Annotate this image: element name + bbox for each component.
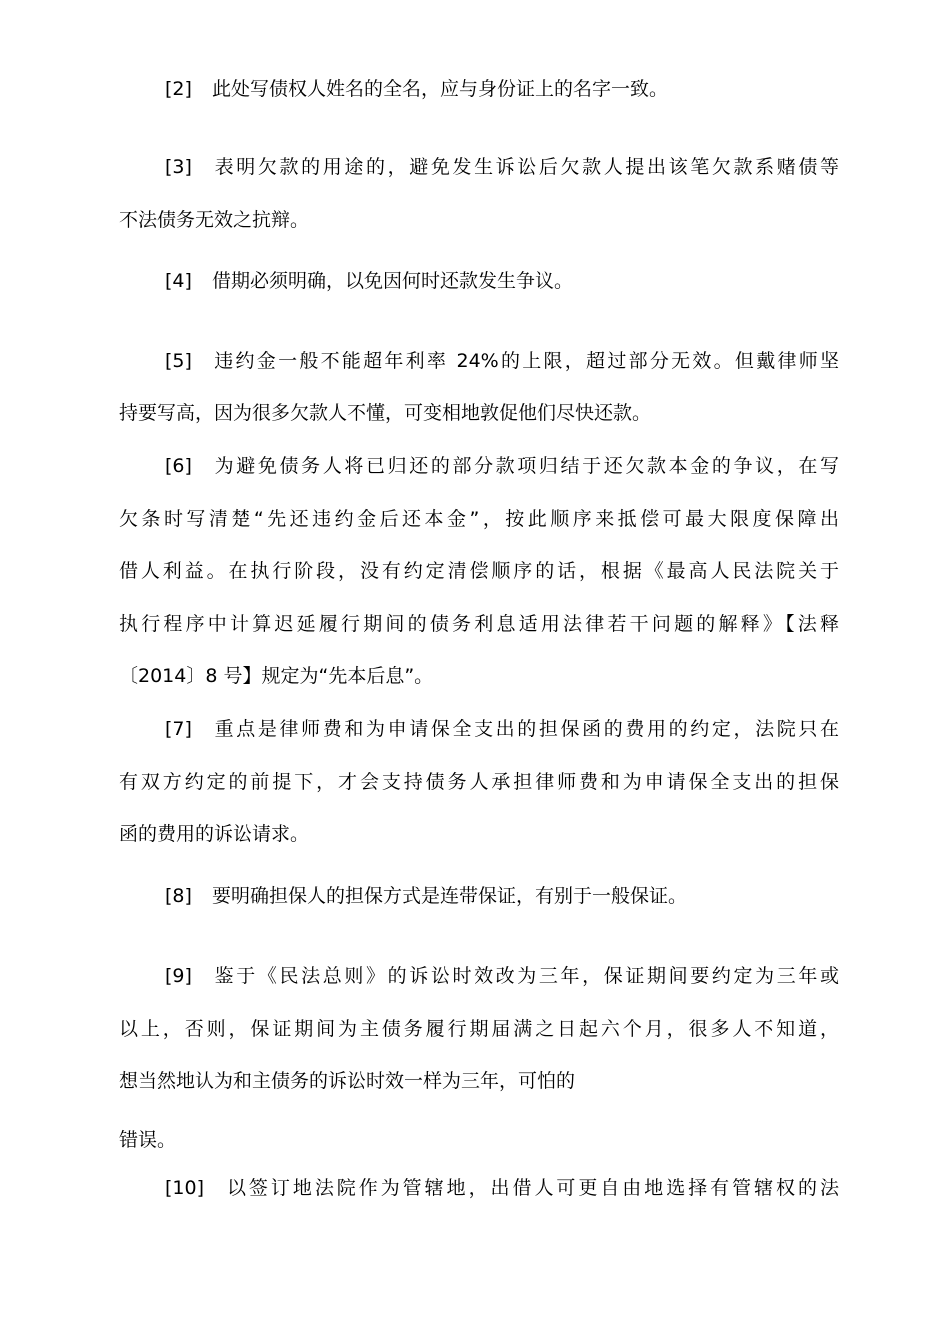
note-7-line-1 (165, 715, 839, 743)
note-number: [3] (165, 156, 192, 178)
note-text: 表明欠款的用途的，避免发生诉讼后欠款人提出该笔欠款系赌债等 (212, 156, 839, 178)
note-number: [2] (165, 78, 192, 100)
note-number: [7] (165, 718, 192, 740)
note-text: 借期必须明确，以免因何时还款发生争议。 (212, 270, 574, 292)
note-6-line-4: 执行程序中计算迟延履行期间的债务利息适用法律若干问题的解释》【法释 (119, 613, 839, 635)
note-4-line-1 (165, 267, 839, 295)
note-text: 为避免债务人将已归还的部分款项归结于还欠款本金的争议，在写 (212, 455, 839, 477)
note-9-line-2: 以上，否则，保证期间为主债务履行期届满之日起六个月，很多人不知道， (119, 1018, 839, 1040)
note-number: [6] (165, 455, 192, 477)
note-number: [9] (165, 965, 192, 987)
note-text: 以签订地法院作为管辖地，出借人可更自由地选择有管辖权的法 (224, 1177, 839, 1199)
note-3-line-2: 不法债务无效之抗辩。 (119, 209, 310, 231)
note-number: [10] (165, 1177, 205, 1199)
note-7-line-2: 有双方约定的前提下，才会支持债务人承担律师费和为申请保全支出的担保 (119, 771, 839, 793)
note-6-line-2: 欠条时写清楚“先还违约金后还本金”，按此顺序来抵偿可最大限度保障出 (119, 508, 839, 530)
note-number: [4] (165, 270, 192, 292)
note-text: 要明确担保人的担保方式是连带保证，有别于一般保证。 (212, 885, 688, 907)
note-8-line-1 (165, 882, 839, 910)
note-7-line-3: 函的费用的诉讼请求。 (119, 823, 310, 845)
note-6-line-1 (165, 452, 839, 480)
note-10-line-1 (165, 1174, 839, 1202)
note-9-line-3: 想当然地认为和主债务的诉讼时效一样为三年，可怕的 (119, 1070, 576, 1092)
note-text: 鉴于《民法总则》的诉讼时效改为三年，保证期间要约定为三年或 (212, 965, 839, 987)
note-3-line-1 (165, 153, 839, 181)
note-text: 此处写债权人姓名的全名，应与身份证上的名字一致。 (212, 78, 669, 100)
note-number: [5] (165, 350, 192, 372)
note-9-line-1 (165, 962, 839, 990)
note-number: [8] (165, 885, 192, 907)
note-text: 违约金一般不能超年利率 24%的上限，超过部分无效。但戴律师坚 (212, 350, 839, 372)
note-5-line-1 (165, 347, 839, 375)
note-5-line-2: 持要写高，因为很多欠款人不懂，可变相地敦促他们尽快还款。 (119, 402, 652, 424)
note-6-line-5: 〔2014〕8 号】规定为“先本后息”。 (119, 665, 434, 687)
note-6-line-3: 借人利益。在执行阶段，没有约定清偿顺序的话，根据《最高人民法院关于 (119, 560, 839, 582)
note-9-line-4: 错误。 (119, 1129, 177, 1151)
note-text: 重点是律师费和为申请保全支出的担保函的费用的约定，法院只在 (212, 718, 839, 740)
note-2-line-1 (165, 75, 839, 103)
